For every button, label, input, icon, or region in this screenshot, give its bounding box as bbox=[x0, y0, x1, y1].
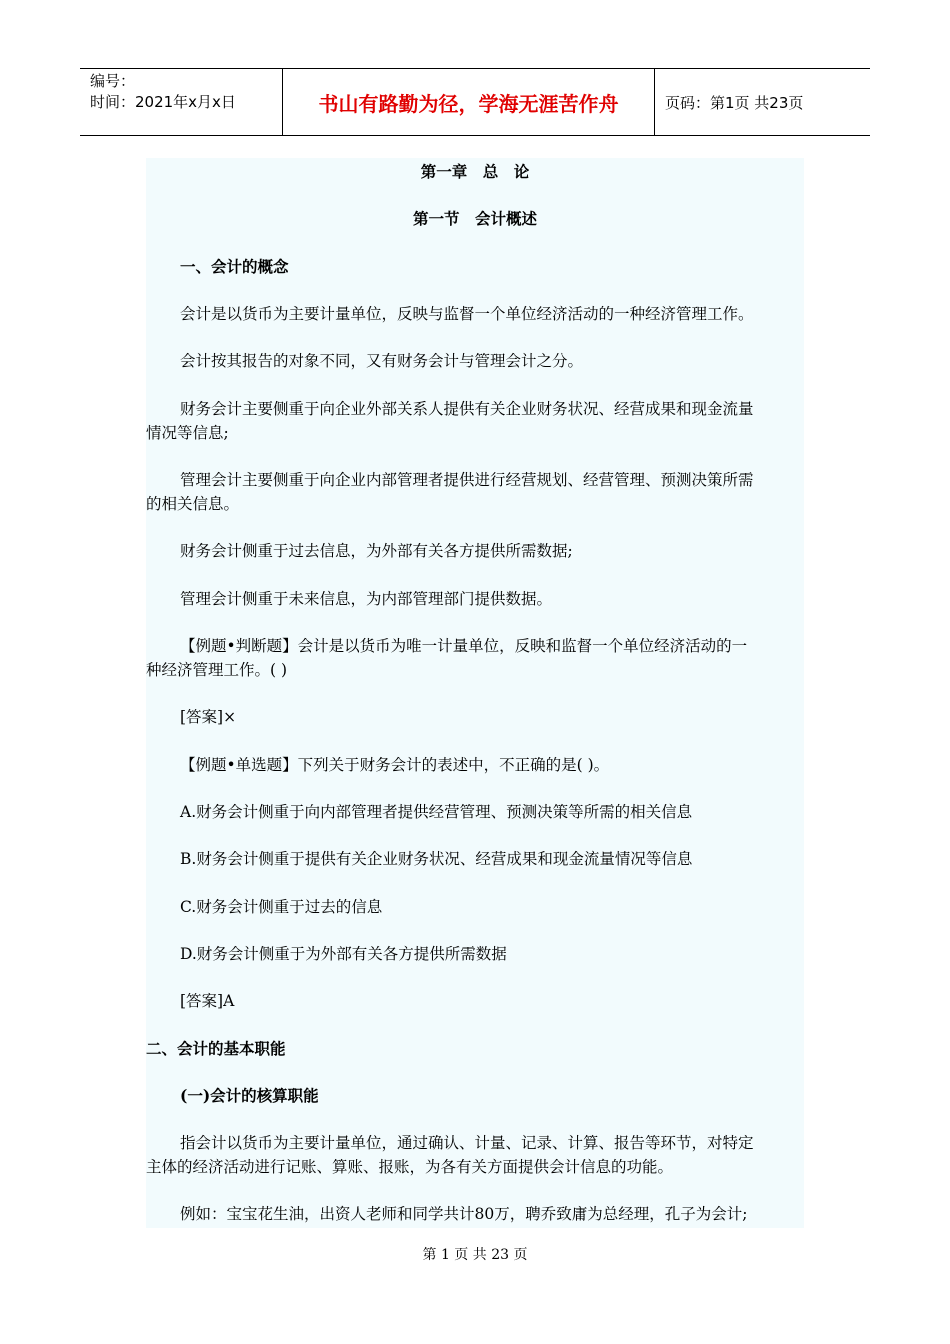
question: 【例题•单选题】下列关于财务会计的表述中，不正确的是( )。 bbox=[180, 756, 610, 774]
heading-concept: 一、会计的概念 bbox=[180, 257, 289, 276]
header-meta-cell bbox=[80, 69, 283, 135]
question-line: 种经济管理工作。( ) bbox=[146, 661, 288, 679]
section-title: 第一节 会计概述 bbox=[412, 209, 537, 228]
paragraph-line: 指会计以货币为主要计量单位，通过确认、计量、记录、计算、报告等环节，对特定 bbox=[180, 1134, 754, 1152]
paragraph-line: 主体的经济活动进行记账、算账、报账，为各有关方面提供会计信息的功能。 bbox=[146, 1158, 674, 1176]
page-footer: 第 1 页 共 23 页 bbox=[422, 1247, 528, 1263]
option-b: B.财务会计侧重于提供有关企业财务状况、经营成果和现金流量情况等信息 bbox=[180, 850, 693, 868]
option-d: D.财务会计侧重于为外部有关各方提供所需数据 bbox=[180, 945, 507, 963]
motto: 书山有路勤为径，学海无涯苦作舟 bbox=[283, 69, 655, 135]
header-table bbox=[80, 68, 870, 136]
paragraph: 财务会计侧重于过去信息，为外部有关各方提供所需数据; bbox=[180, 542, 573, 560]
paragraph-line: 财务会计主要侧重于向企业外部关系人提供有关企业财务状况、经营成果和现金流量 bbox=[180, 400, 754, 418]
answer: [答案]A bbox=[180, 992, 235, 1010]
option-a: A.财务会计侧重于向内部管理者提供经营管理、预测决策等所需的相关信息 bbox=[180, 803, 693, 821]
answer: [答案]× bbox=[180, 708, 237, 726]
question-line: 【例题•判断题】会计是以货币为唯一计量单位，反映和监督一个单位经济活动的一 bbox=[180, 637, 748, 655]
paragraph-line: 情况等信息; bbox=[146, 424, 229, 442]
paragraph-line: 管理会计主要侧重于向企业内部管理者提供进行经营规划、经营管理、预测决策所需 bbox=[180, 471, 754, 489]
paragraph: 管理会计侧重于未来信息，为内部管理部门提供数据。 bbox=[180, 590, 553, 608]
paragraph: 会计按其报告的对象不同，又有财务会计与管理会计之分。 bbox=[180, 352, 584, 370]
page-info: 页码：第1页 共23页 bbox=[665, 93, 804, 112]
number-label: 编号： bbox=[90, 72, 136, 90]
paragraph: 例如：宝宝花生油，出资人老师和同学共计80万，聘乔致庸为总经理，孔子为会计; bbox=[180, 1205, 748, 1223]
option-c: C.财务会计侧重于过去的信息 bbox=[180, 898, 383, 916]
paragraph: 会计是以货币为主要计量单位，反映与监督一个单位经济活动的一种经济管理工作。 bbox=[180, 305, 754, 323]
chapter-title: 第一章 总 论 bbox=[420, 162, 530, 181]
paragraph-line: 的相关信息。 bbox=[146, 495, 240, 513]
time-label: 时间：2021年x月x日 bbox=[90, 93, 236, 111]
heading-functions: 二、会计的基本职能 bbox=[146, 1039, 286, 1058]
document-body bbox=[146, 158, 804, 1228]
subheading-accounting: (一)会计的核算职能 bbox=[180, 1086, 319, 1105]
